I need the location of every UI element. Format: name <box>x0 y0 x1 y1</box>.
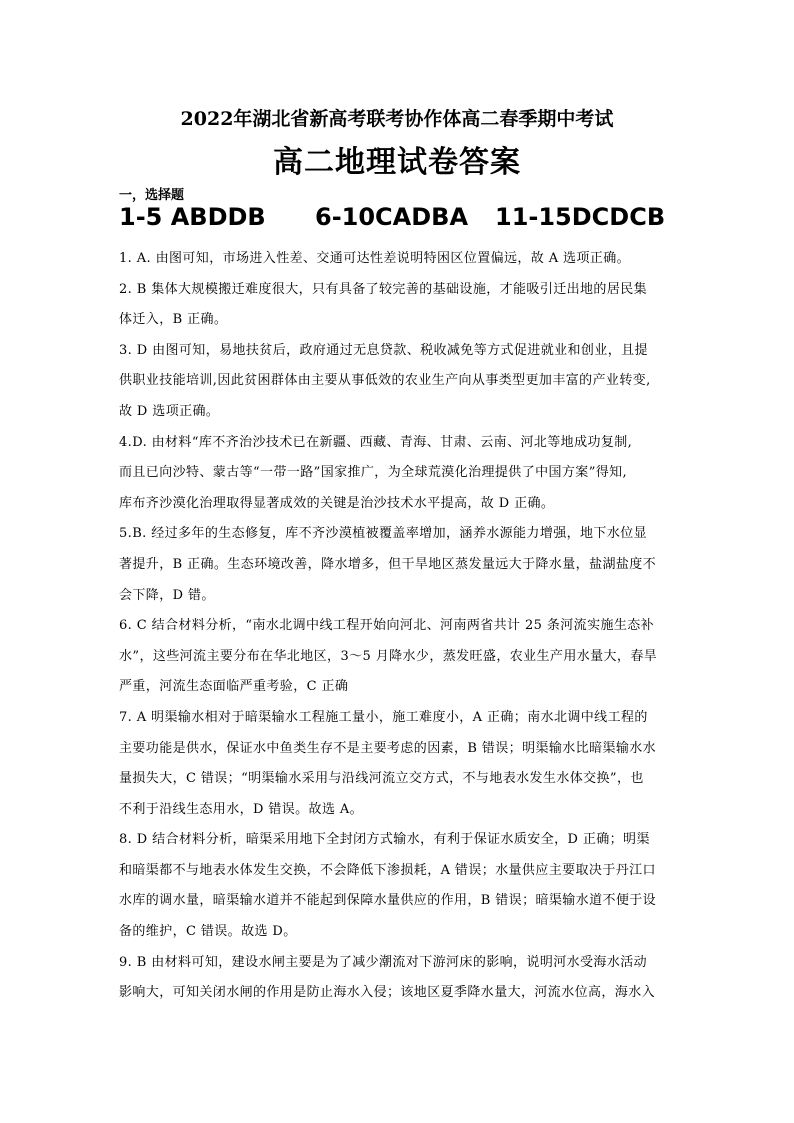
explanation-line: 3. D 由图可知，易地扶贫后，政府通过无息贷款、税收减免等方式促进就业和创业，且提 <box>119 342 648 358</box>
explanation-line: 著提升，B 正确。生态环境改善，降水增多，但干旱地区蒸发量远大于降水量，盐湖盐度不 <box>119 556 657 572</box>
answer-group-1-5: 1-5 ABDDB <box>119 203 266 231</box>
section-heading: 一，选择题 <box>119 188 185 203</box>
explanation-line: 水库的调水量，暗渠输水道并不能起到保障水量供应的作用，B 错误；暗渠输水道不便于设 <box>119 893 657 909</box>
explanation-line: 和暗渠都不与地表水体发生交换，不会降低下渗损耗，A 错误；水量供应主要取决于丹江口 <box>119 862 656 878</box>
explanation-line: 主要功能是供水，保证水中鱼类生存不是主要考虑的因素，B 错误；明渠输水比暗渠输水水 <box>119 740 657 756</box>
explanation-line: 而且已向沙特、蒙古等“一带一路”国家推广，为全球荒漠化治理提供了中国方案”得知, <box>119 465 628 481</box>
explanations <box>119 244 679 1009</box>
explanation-line: 9. B 由材料可知，建设水闸主要是为了减少潮流对下游河床的影响，说明河水受海水活动 <box>119 954 648 970</box>
answer-group-11-15: 11-15DCDCB <box>495 203 666 231</box>
explanation-line: 会下降，D 错。 <box>119 587 215 603</box>
explanation-line: 量损失大，C 错误；“明渠输水采用与沿线河流立交方式，不与地表水发生水体交换”，也 <box>119 771 644 787</box>
document-title: 2022年湖北省新高考联考协作体高二春季期中考试 <box>180 108 614 130</box>
explanation-line: 体迁入，B 正确。 <box>119 312 228 328</box>
explanation-line: 1. A. 由图可知，市场进入性差、交通可达性差说明特困区位置偏远，故 A 选项正确。 <box>119 251 631 266</box>
explanation-line: 7. A 明渠输水相对于暗渠输水工程施工量小，施工难度小，A 正确；南水北调中线工程的 <box>119 709 648 725</box>
document-subtitle: 高二地理试卷答案 <box>273 145 521 180</box>
explanation-line: 库布齐沙漠化治理取得显著成效的关键是治沙技术水平提高，故 D 正确。 <box>119 495 555 511</box>
explanation-line: 故 D 选项正确。 <box>119 403 220 419</box>
explanation-line: 水”，这些河流主要分布在华北地区，3～5 月降水少，蒸发旺盛，农业生产用水量大，春旱 <box>119 648 658 664</box>
answer-key <box>119 203 699 239</box>
explanation-line: 不利于沿线生态用水，D 错误。故选 A。 <box>119 801 364 817</box>
explanation-line: 供职业技能培训,因此贫困群体由主要从事低效的农业生产向从事类型更加丰富的产业转变, <box>119 373 651 389</box>
explanation-line: 4.D. 由材料“库不齐治沙技术已在新疆、西藏、青海、甘肃、云南、河北等地成功复制, <box>119 434 633 450</box>
explanation-line: 影响大，可知关闭水闸的作用是防止海水入侵；该地区夏季降水量大，河流水位高，海水入 <box>119 985 656 1001</box>
explanation-line: 备的维护，C 错误。故选 D。 <box>119 924 297 940</box>
explanation-line: 6. C 结合材料分析，“南水北调中线工程开始向河北、河南两省共计 25 条河流实施生态补 <box>119 618 655 634</box>
explanation-line: 严重，河流生态面临严重考验，C 正确 <box>119 679 349 695</box>
answer-group-6-10: 6-10CADBA <box>315 203 469 231</box>
explanation-line: 8. D 结合材料分析，暗渠采用地下全封闭方式输水，有利于保证水质安全，D 正确；明渠 <box>119 832 650 848</box>
explanation-line: 5.B. 经过多年的生态修复，库不齐沙漠植被覆盖率增加，涵养水源能力增强，地下水位显 <box>119 526 648 542</box>
explanation-line: 2. B 集体大规模搬迁难度很大，只有具备了较完善的基础设施，才能吸引迁出地的居民集 <box>119 281 648 297</box>
